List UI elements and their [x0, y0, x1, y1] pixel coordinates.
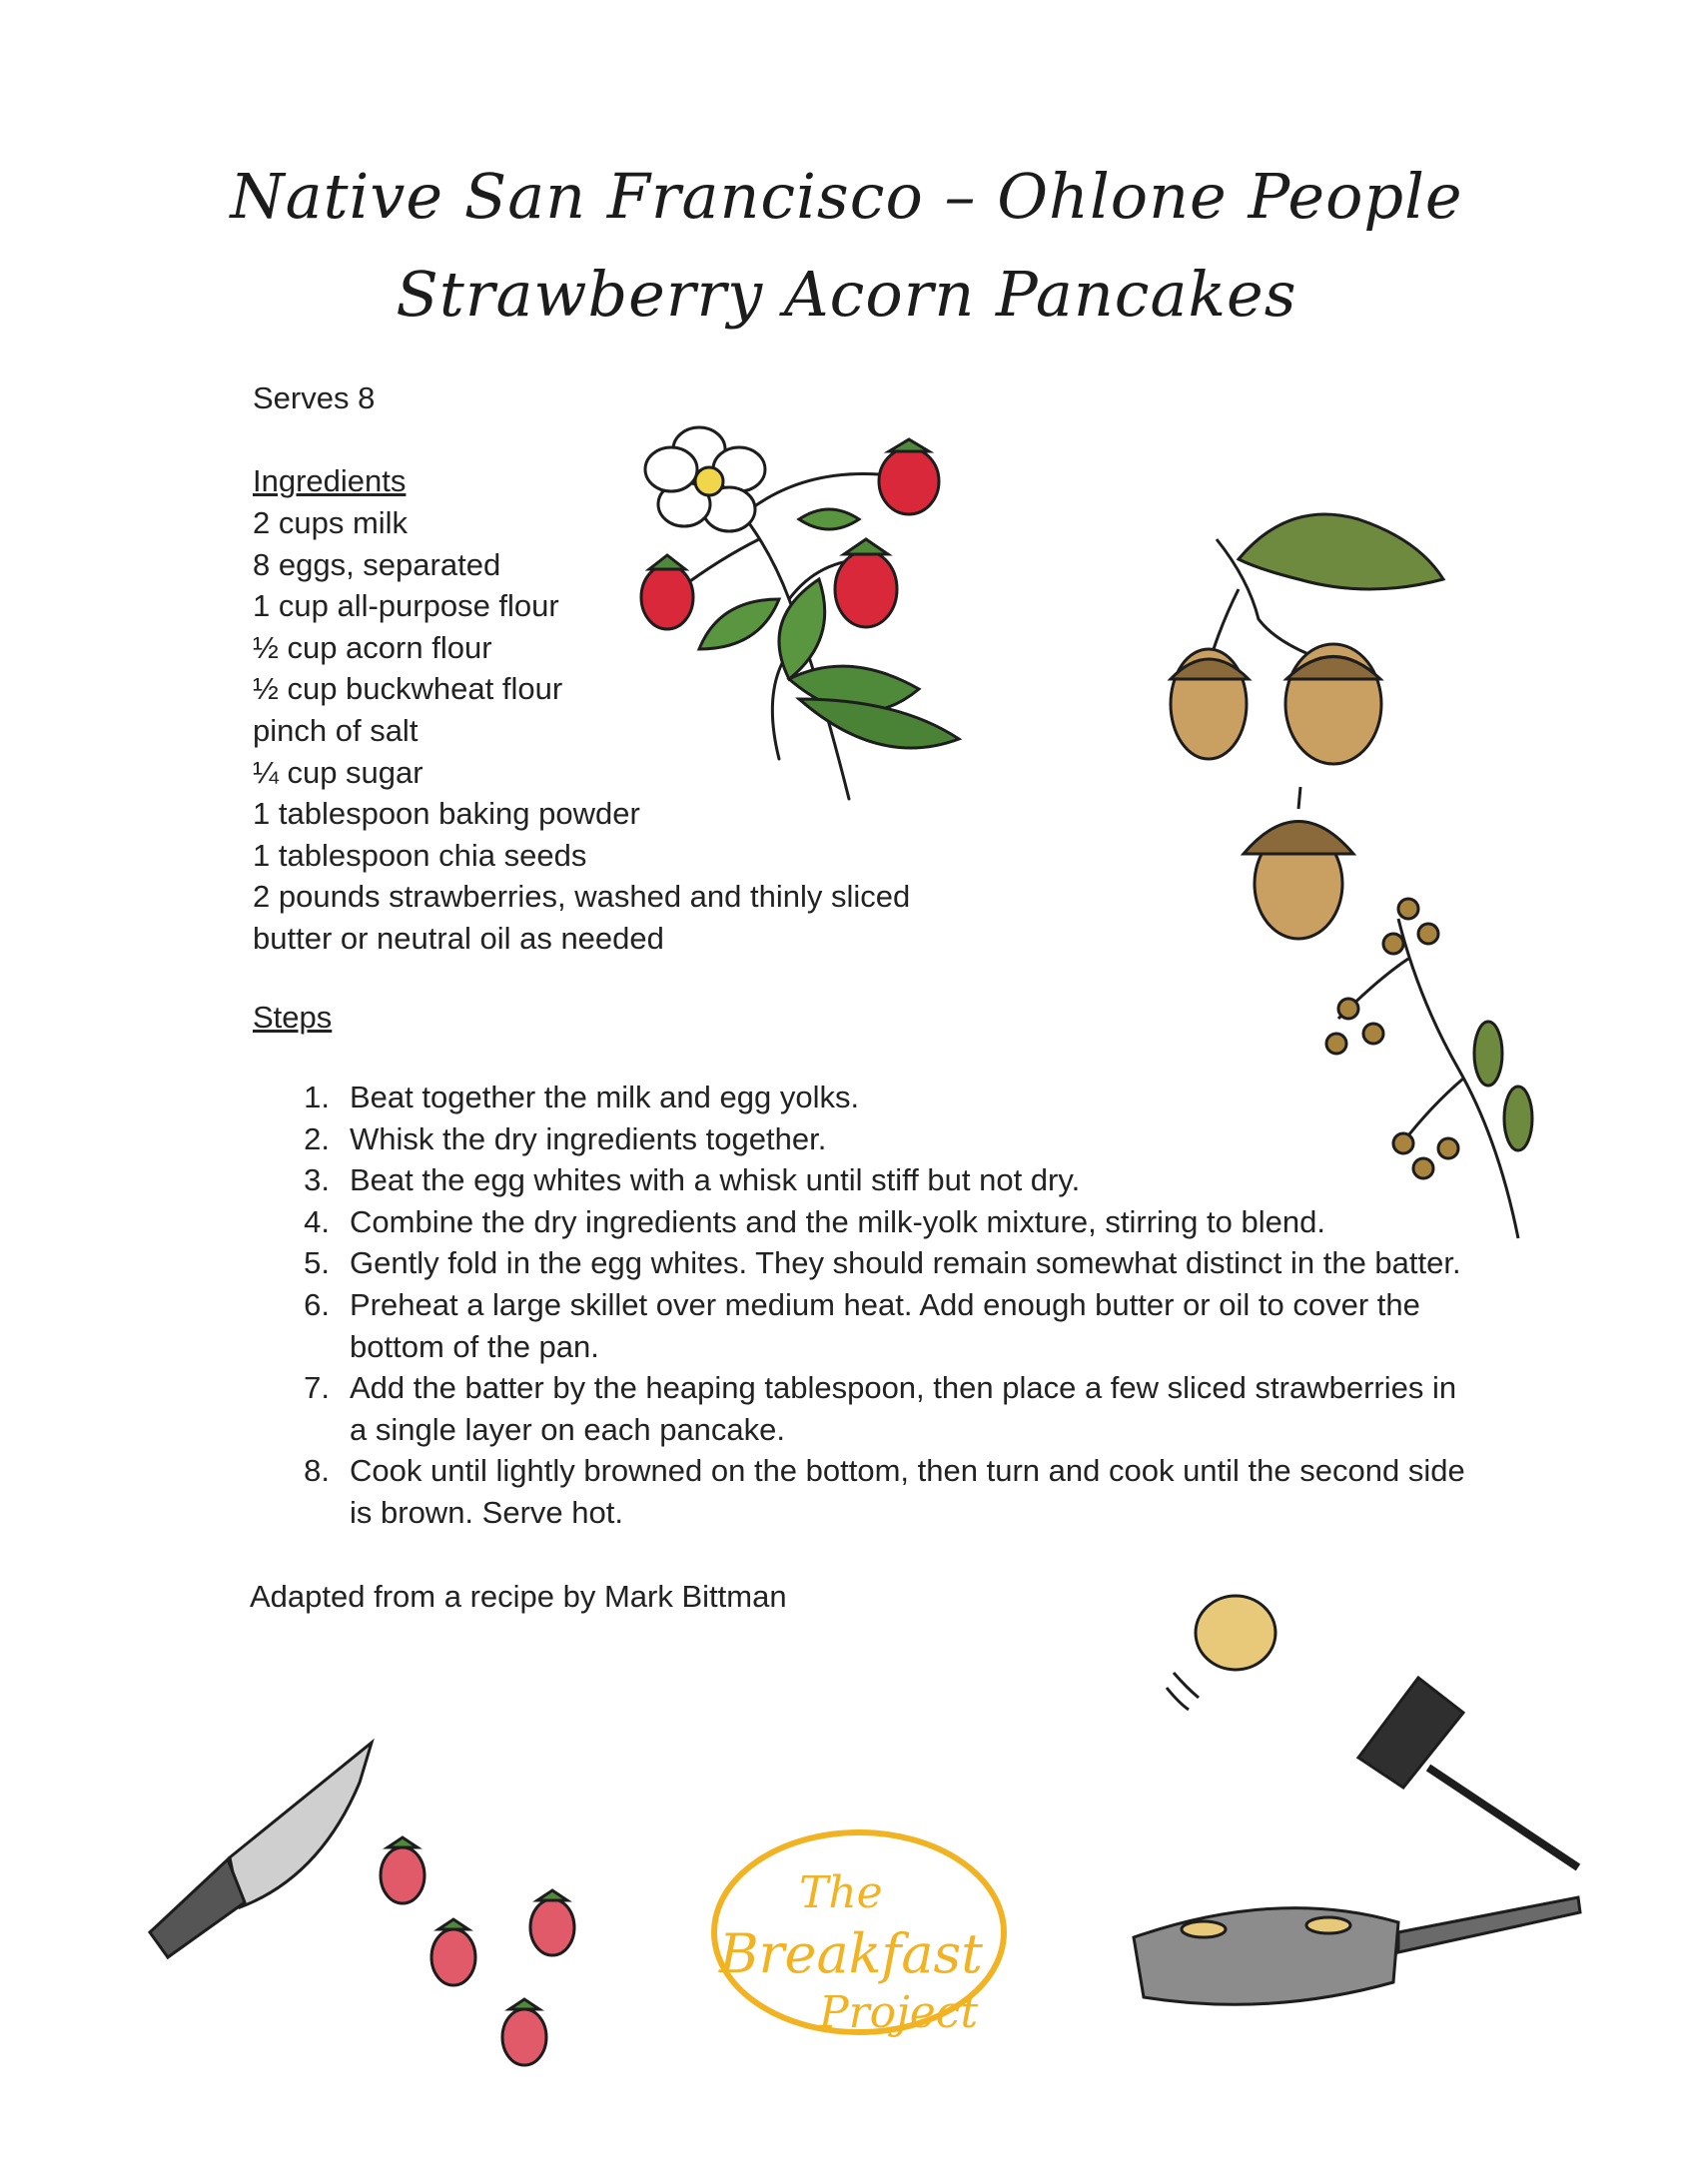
step-text: Beat together the milk and egg yolks.	[350, 1080, 860, 1114]
credit-text: Adapted from a recipe by Mark Bittman	[250, 1579, 787, 1614]
serves-text: Serves 8	[253, 380, 376, 415]
acorn-branch-illustration	[1171, 514, 1443, 764]
step-item	[290, 1201, 1468, 1243]
ingredients-list	[253, 502, 910, 960]
step-number: 1.	[304, 1080, 330, 1114]
ingredient-item: ½ cup buckwheat flour	[253, 671, 563, 707]
ingredient-item: 1 tablespoon chia seeds	[253, 837, 587, 873]
step-number: 7.	[304, 1370, 330, 1406]
step-item	[290, 1077, 1468, 1118]
step-number: 6.	[304, 1286, 330, 1322]
frying-pan-illustration	[1134, 1897, 1580, 2004]
breakfast-project-logo	[714, 1832, 1004, 2038]
step-number: 5.	[304, 1245, 330, 1281]
step-number: 3.	[304, 1162, 330, 1198]
step-text: Cook until lightly browned on the bottom, then turn and cook until the second side is brown. Serve hot.	[350, 1453, 1465, 1530]
step-item	[290, 1284, 1468, 1367]
knife-illustration	[150, 1743, 372, 1957]
ingredient-item: 2 cups milk	[253, 505, 409, 540]
step-number: 2.	[304, 1120, 330, 1156]
logo-line2: Breakfast	[719, 1922, 983, 1985]
spatula-illustration	[1358, 1678, 1578, 1867]
step-text: Combine the dry ingredients and the milk-yolk mixture, stirring to blend.	[350, 1203, 1325, 1239]
step-item	[290, 1242, 1468, 1284]
ingredient-item: butter or neutral oil as needed	[253, 920, 664, 956]
page-title-line1: Native San Francisco – Ohlone People	[230, 160, 1463, 233]
ingredient-item: 1 cup all-purpose flour	[253, 588, 559, 624]
page-title-line2: Strawberry Acorn Pancakes	[396, 258, 1297, 331]
steps-list	[290, 1077, 1468, 1534]
step-item	[290, 1367, 1468, 1450]
step-text: Gently fold in the egg whites. They should remain somewhat distinct in the batter.	[350, 1245, 1461, 1281]
ingredient-item: 8 eggs, separated	[253, 546, 501, 582]
ingredient-item: pinch of salt	[253, 712, 419, 748]
step-item	[290, 1118, 1468, 1160]
step-text: Add the batter by the heaping tablespoon, then place a few sliced strawberries in a single layer on each pancake.	[350, 1370, 1457, 1447]
step-number: 8.	[304, 1453, 330, 1489]
ingredient-item: ¼ cup sugar	[253, 754, 423, 790]
flipping-pancake-illustration	[1167, 1596, 1275, 1710]
ingredient-item: 1 tablespoon baking powder	[253, 796, 640, 832]
strawberry-slices-illustration	[381, 1837, 574, 2065]
step-number: 4.	[304, 1203, 330, 1239]
step-item	[290, 1450, 1468, 1533]
step-text: Preheat a large skillet over medium heat. Add enough butter or oil to cover the bottom of the pan.	[350, 1286, 1420, 1364]
ingredient-item: ½ cup acorn flour	[253, 629, 492, 665]
steps-heading: Steps	[253, 1000, 333, 1035]
step-item	[290, 1159, 1468, 1201]
step-text: Whisk the dry ingredients together.	[350, 1120, 827, 1156]
step-text: Beat the egg whites with a whisk until stiff but not dry.	[350, 1162, 1081, 1198]
acorn-illustration	[1244, 787, 1353, 939]
ingredient-item: 2 pounds strawberries, washed and thinly sliced	[253, 879, 911, 915]
ingredients-heading: Ingredients	[253, 463, 407, 498]
logo-line1: The	[799, 1867, 883, 1918]
logo-line3: Project	[819, 1987, 979, 2038]
